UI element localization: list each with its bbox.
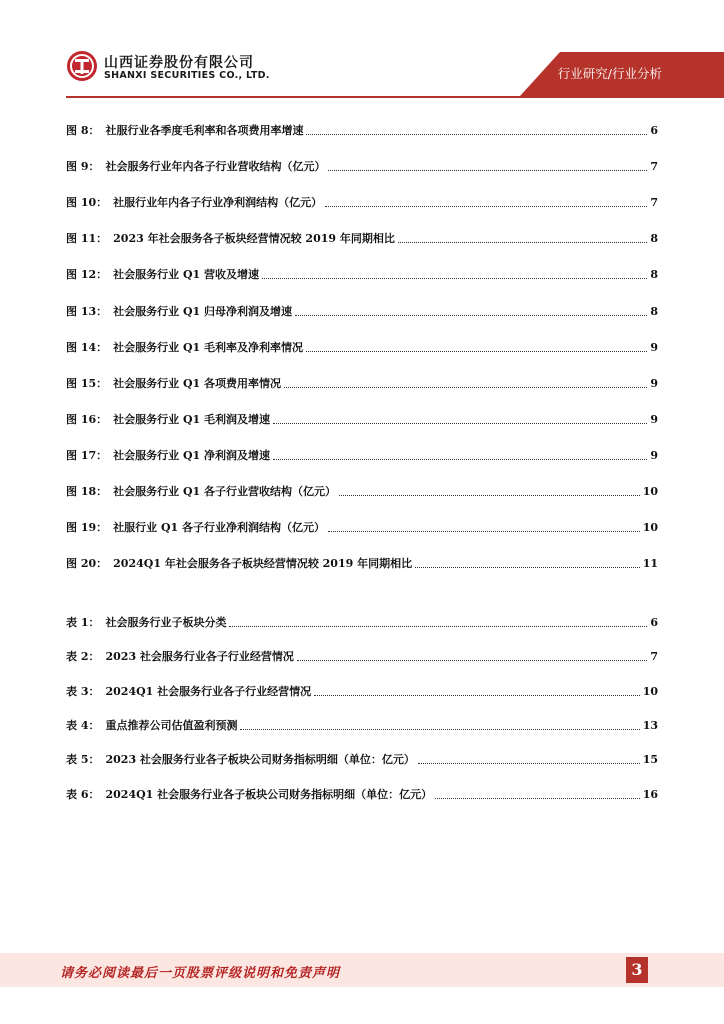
dot-leader (284, 387, 647, 388)
toc-entry[interactable] (66, 156, 658, 174)
toc-entry-title: 社服行业年内各子行业净利润结构（亿元） (113, 196, 323, 210)
toc-entry[interactable] (66, 517, 658, 535)
toc-entry-number: 图 11： (66, 232, 108, 246)
header-divider (66, 96, 724, 98)
toc-entry-title: 2023 社会服务行业各子板块公司财务指标明细（单位：亿元） (105, 753, 415, 767)
toc-entry-label (66, 521, 325, 535)
toc-entry-label (66, 160, 325, 174)
toc-entry-number: 图 18： (66, 485, 108, 498)
company-name-cn: 山西证券股份有限公司 (104, 55, 254, 71)
dot-leader (306, 134, 647, 135)
toc-entry-number: 表 2： (66, 650, 100, 664)
dot-leader (262, 278, 647, 279)
toc-entry[interactable] (66, 301, 658, 319)
dot-leader (328, 531, 640, 532)
dot-leader (418, 763, 640, 764)
toc-entry-number: 表 4： (66, 718, 100, 732)
toc-entry-number: 图 14： (66, 340, 108, 354)
dot-leader (240, 729, 639, 730)
toc-entry-page: 9 (650, 340, 658, 354)
toc-entry-title: 社会服务行业 Q1 净利润及增速 (113, 448, 271, 462)
toc-entry[interactable] (66, 373, 658, 391)
toc-entry-label (66, 650, 294, 664)
toc-entry-label (66, 788, 432, 802)
toc-entry-page: 6 (650, 124, 658, 137)
toc-entry[interactable] (66, 337, 658, 355)
toc-entry[interactable] (66, 553, 658, 571)
toc-entry-page: 9 (650, 412, 658, 426)
toc-entry-title: 重点推荐公司估值盈利预测 (105, 718, 238, 732)
toc-entry-number: 图 10： (66, 196, 108, 210)
toc-entry-number: 图 12： (66, 268, 108, 282)
toc-entry-number: 图 8： (66, 124, 100, 137)
toc-entry-number: 图 9： (66, 160, 100, 174)
company-name-en: SHANXI SECURITIES CO., LTD. (104, 70, 270, 81)
toc-entry[interactable] (66, 646, 658, 664)
toc-entry-page: 8 (650, 268, 658, 282)
toc-entry[interactable] (66, 481, 658, 499)
toc-entry[interactable] (66, 228, 658, 246)
toc-entry-label (66, 485, 336, 499)
dot-leader (328, 170, 647, 171)
toc-entry-title: 2023 社会服务行业各子行业经营情况 (105, 650, 294, 664)
toc-entry-label (66, 413, 270, 427)
dot-leader (415, 567, 640, 568)
toc-entry[interactable] (66, 715, 658, 733)
toc-entry-title: 2024Q1 年社会服务各子板块经营情况较 2019 年同期相比 (113, 557, 413, 571)
dot-leader (297, 660, 647, 661)
toc-entry-title: 社会服务行业 Q1 归母净利润及增速 (113, 304, 293, 318)
toc-entry-title: 社会服务行业 Q1 毛利率及净利率情况 (113, 340, 304, 354)
toc-entry-page: 8 (650, 232, 658, 246)
toc-entry[interactable] (66, 192, 658, 210)
toc-entry[interactable] (66, 445, 658, 463)
toc-entry-title: 社服行业各季度毛利率和各项费用率增速 (105, 124, 304, 137)
dot-leader (306, 351, 647, 352)
toc-entry-page: 7 (650, 160, 658, 174)
toc-entry-label (66, 268, 259, 282)
toc-entry-title: 社服行业 Q1 各子行业净利润结构（亿元） (113, 521, 326, 535)
toc-entry-page: 6 (650, 616, 658, 629)
toc-entry-title: 社会服务行业 Q1 各项费用率情况 (113, 376, 282, 390)
toc-entry-page: 15 (642, 753, 658, 767)
toc-entry-label (66, 305, 292, 319)
toc-entry-label (66, 449, 270, 463)
dot-leader (314, 695, 640, 696)
dot-leader (398, 242, 647, 243)
toc-entry-label (66, 341, 303, 355)
dot-leader (273, 459, 647, 460)
toc-entry-page: 10 (642, 521, 658, 535)
shanxi-securities-logo-icon (66, 50, 98, 82)
toc-entry-page: 9 (650, 448, 658, 462)
toc-entry-number: 图 15： (66, 376, 108, 390)
toc-entry-title: 2024Q1 社会服务行业各子行业经营情况 (105, 684, 312, 698)
toc-entry-page: 7 (650, 650, 658, 664)
toc-entry-title: 2024Q1 社会服务行业各子板块公司财务指标明细（单位：亿元） (105, 787, 433, 801)
toc-entry-label (66, 232, 395, 246)
toc-entry-page: 10 (642, 684, 658, 698)
toc-entry-number: 图 17： (66, 448, 108, 462)
dot-leader (229, 626, 647, 627)
toc-entry-page: 7 (650, 196, 658, 210)
toc-entry-title: 社会服务行业 Q1 营收及增速 (113, 268, 260, 282)
dot-leader (339, 495, 640, 496)
toc-entry[interactable] (66, 681, 658, 699)
toc-entry-label (66, 753, 415, 767)
toc-entry-label (66, 557, 412, 571)
toc-entry-label (66, 196, 322, 210)
toc-entry[interactable] (66, 409, 658, 427)
toc-entry-title: 社会服务行业子板块分类 (105, 616, 227, 629)
toc-entry[interactable] (66, 749, 658, 767)
toc-entry-number: 图 13： (66, 304, 108, 318)
toc-entry-page: 11 (642, 557, 658, 571)
toc-entry-number: 表 5： (66, 753, 100, 767)
disclaimer-notice: 请务必阅读最后一页股票评级说明和免责声明 (60, 966, 341, 981)
toc-entry-page: 9 (650, 376, 658, 390)
toc-entry[interactable] (66, 784, 658, 802)
toc-entry-number: 表 3： (66, 684, 100, 698)
toc-entry-number: 图 19： (66, 521, 108, 535)
toc-entry-label (66, 719, 237, 733)
toc-entry-page: 13 (642, 718, 658, 732)
toc-entry-label (66, 377, 281, 391)
toc-entry-page: 16 (642, 787, 658, 801)
toc-entry-page: 10 (642, 485, 658, 498)
toc-entry[interactable] (66, 612, 658, 630)
dot-leader (295, 315, 647, 316)
dot-leader (325, 206, 647, 207)
dot-leader (273, 423, 647, 424)
toc-entry-title: 社会服务行业 Q1 毛利润及增速 (113, 412, 271, 426)
toc-entry-title: 社会服务行业年内各子行业营收结构（亿元） (105, 160, 326, 174)
toc-entry-label (66, 616, 226, 630)
header-band (0, 0, 724, 100)
toc-entry-label (66, 124, 303, 138)
toc-entry-label (66, 685, 311, 699)
toc-entry[interactable] (66, 264, 658, 282)
toc-entry-page: 8 (650, 304, 658, 318)
toc-entry-number: 图 20： (66, 557, 108, 571)
report-section-label: 行业研究/行业分析 (557, 66, 662, 81)
page-number: 3 (626, 957, 648, 983)
toc-entry-number: 表 1： (66, 616, 100, 629)
toc-entry-title: 社会服务行业 Q1 各子行业营收结构（亿元） (113, 485, 337, 498)
toc-entry-number: 表 6： (66, 787, 100, 801)
page-header (0, 0, 724, 100)
toc-entry[interactable] (66, 120, 658, 138)
toc-entry-title: 2023 年社会服务各子板块经营情况较 2019 年同期相比 (113, 232, 395, 246)
toc-entry-number: 图 16： (66, 412, 108, 426)
dot-leader (435, 798, 640, 799)
